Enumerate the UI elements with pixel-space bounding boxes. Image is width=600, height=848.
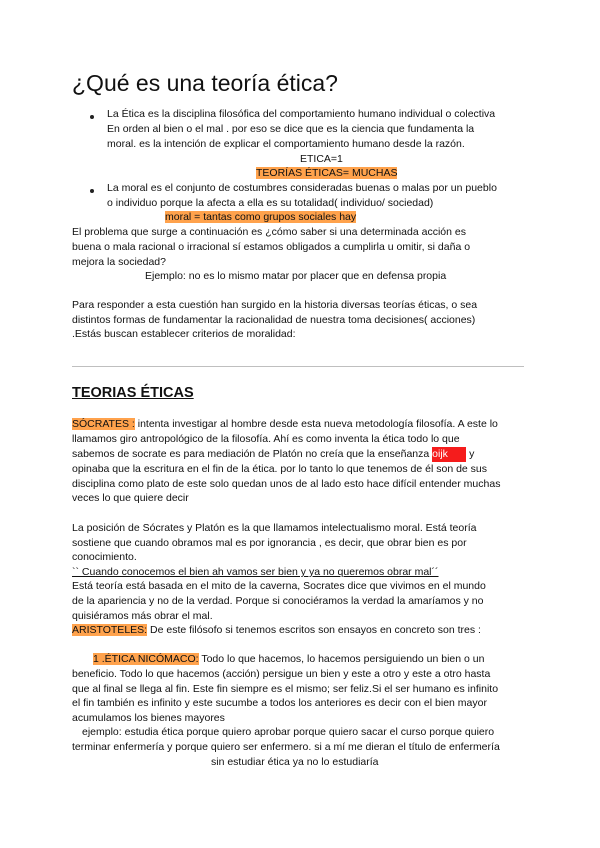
- bullet2-line-2: o individuo porque la afecta a ella es su totalidad( individuo/ sociedad): [107, 197, 434, 209]
- problem-line-2: buena o mala racional o irracional sí estamos obligados a cumplirla u omitir, si daña o: [72, 241, 471, 253]
- socrates-line-2: llamamos giro antropológico de la filosofía. Ahí es como inventa la ética todo lo que: [72, 433, 460, 445]
- intelectualismo-line-2: sostiene que cuando obramos mal es por ignorancia , es decir, que obrar bien es por: [72, 537, 467, 549]
- example-line: Ejemplo: no es lo mismo matar por placer que en defensa propia: [145, 270, 447, 282]
- nicomaco-line-4: el fin también es infinito y este sucumbe a todos los anteriores es decir con el bien mayor: [72, 697, 487, 709]
- socrates-line-1: intenta investigar al hombre desde esta nueva metodología filosofía. A este lo: [134, 418, 498, 430]
- teorias-eticas-highlight: TEORÍAS ÉTICAS= MUCHAS: [256, 167, 398, 179]
- intelectualismo-quote: `` Cuando conocemos el bien ah vamos ser bien y ya no queremos obrar mal´´: [72, 566, 439, 578]
- intelectualismo-line-1: La posición de Sócrates y Platón es la que llamamos intelectualismo moral. Está teoría: [72, 522, 477, 534]
- bullet2-line-1: La moral es el conjunto de costumbres consideradas buenas o malas por un pueblo: [107, 182, 497, 194]
- nicomaco-line-3: que al final se llega al fin. Este fin siempre es el mismo; ser feliz.Si el ser humano es infinito: [72, 683, 499, 695]
- nicomaco-example-1: ejemplo: estudia ética porque quiero aprobar porque quiero sacar el curso porque quiero: [82, 726, 495, 738]
- aristoteles-label: ARISTOTELES:: [72, 624, 148, 636]
- socrates-line-6: veces lo que quiere decir: [72, 492, 189, 504]
- respond-line-1: Para responder a esta cuestión han surgido en la historia diversas teorías éticas, o sea: [72, 299, 478, 311]
- problem-line-1: El problema que surge a continuación es ¿cómo saber si una determinada acción es: [72, 226, 466, 238]
- etica-formula: ETICA=1: [300, 153, 343, 165]
- respond-line-3: .Estás buscan establecer criterios de moralidad:: [72, 328, 296, 340]
- horizontal-divider: [72, 366, 524, 367]
- nicomaco-label: 1 .ÉTICA NICÓMACO:: [93, 653, 199, 665]
- socrates-label: SÓCRATES :: [72, 418, 135, 430]
- respond-line-2: distintos formas de fundamentar la racionalidad de nuestra toma decisiones( acciones): [72, 314, 476, 326]
- nicomaco-line-5: acumulamos los bienes mayores: [72, 712, 225, 724]
- problem-line-3: mejora la sociedad?: [72, 256, 166, 268]
- bullet1-line-1: La Ética es la disciplina filosófica del comportamiento humano individual o colectiva: [107, 108, 496, 120]
- moral-highlight: moral = tantas como grupos sociales hay: [165, 211, 357, 223]
- aristoteles-text: De este filósofo si tenemos escritos son ensayos en concreto son tres :: [147, 624, 481, 636]
- bullet1-line-2: En orden al bien o el mal . por eso se dice que es la ciencia que fundamenta la: [107, 123, 475, 135]
- socrates-line-4: opinaba que la escritura en el fin de la ética. por lo tanto lo que tenemos de él son de sus: [72, 463, 488, 475]
- bullet-marker: [90, 115, 94, 119]
- nicomaco-example-2: terminar enfermería y porque quiero ser enfermero. si a mí me dieran el título de enfermería: [72, 741, 500, 753]
- socrates-line-5: disciplina como plato de este solo quedan unos de al lado esto hace difícil entender muchas: [72, 478, 501, 490]
- cave-line-3: quisiéramos más obrar el mal.: [72, 610, 213, 622]
- red-highlight-text: oijk: [432, 447, 466, 462]
- page-title: ¿Qué es una teoría ética?: [72, 70, 338, 96]
- socrates-line-3-end: y: [466, 448, 475, 460]
- nicomaco-line-2: beneficio. Todo lo que hacemos (acción) persigue un bien y este a otro y este a otro hasta: [72, 668, 491, 680]
- cave-line-1: Está teoría está basada en el mito de la caverna, Socrates dice que vivimos en el mundo: [72, 580, 486, 592]
- cave-line-2: de la apariencia y no de la verdad. Porque si conociéramos la verdad la amaríamos y no: [72, 595, 484, 607]
- bullet-marker: [90, 189, 94, 193]
- socrates-line-3: sabemos de socrate es para mediación de Platón no creía que la enseñanza: [72, 448, 433, 460]
- nicomaco-example-3: sin estudiar ética ya no lo estudiaría: [211, 756, 379, 768]
- intelectualismo-line-3: conocimiento.: [72, 551, 137, 563]
- bullet1-line-3: moral. es la intención de explicar el comportamiento humano desde la razón.: [107, 138, 465, 150]
- section-title: TEORIAS ÉTICAS: [72, 385, 194, 401]
- nicomaco-line-1: Todo lo que hacemos, lo hacemos persiguiendo un bien o un: [198, 653, 485, 665]
